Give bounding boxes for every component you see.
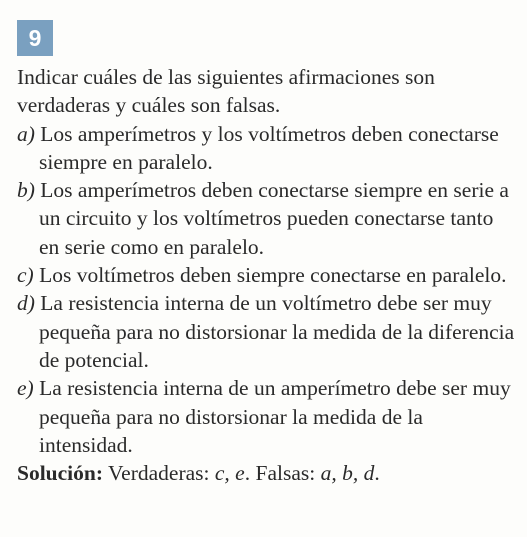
true-label: Verdaderas: bbox=[108, 461, 210, 486]
true-items: c, e bbox=[214, 461, 245, 486]
item-text: La resistencia interna de un voltímetro debe ser muy pequeña para no distorsionar la medida de la diferencia de potencial. bbox=[39, 291, 515, 372]
item-text: Los voltímetros deben siempre conectarse en paralelo. bbox=[39, 263, 507, 288]
exercise-number-badge: 9 bbox=[17, 20, 53, 56]
item-text: Los amperímetros deben conectarse siempre en serie a un circuito y los voltímetros pueden conectarse tanto en serie como en paralelo. bbox=[39, 178, 509, 259]
statement-item-d bbox=[17, 289, 517, 374]
statement-item-e bbox=[17, 374, 517, 459]
item-letter: a) bbox=[17, 121, 35, 146]
exercise-statement: Indicar cuáles de las siguientes afirmaciones son verdaderas y cuáles son falsas. bbox=[17, 65, 435, 118]
exercise-content bbox=[17, 63, 517, 487]
statement-item-a bbox=[17, 120, 517, 177]
false-items: a, b, d bbox=[320, 461, 375, 486]
item-letter: c) bbox=[17, 263, 34, 288]
solution-label: Solución: bbox=[17, 461, 104, 486]
statement-item-b bbox=[17, 176, 517, 261]
item-letter: e) bbox=[17, 376, 34, 401]
false-label: Falsas: bbox=[255, 461, 316, 486]
item-text: La resistencia interna de un amperímetro debe ser muy pequeña para no distorsionar la medida de la intensidad. bbox=[39, 376, 511, 457]
item-text: Los amperímetros y los voltímetros deben conectarse siempre en paralelo. bbox=[39, 121, 499, 174]
statement-item-c bbox=[17, 261, 517, 289]
item-letter: d) bbox=[17, 291, 35, 316]
item-letter: b) bbox=[17, 178, 35, 203]
solution-line: Solución: Verdaderas: c, e. Falsas: a, b, d. bbox=[17, 461, 380, 486]
